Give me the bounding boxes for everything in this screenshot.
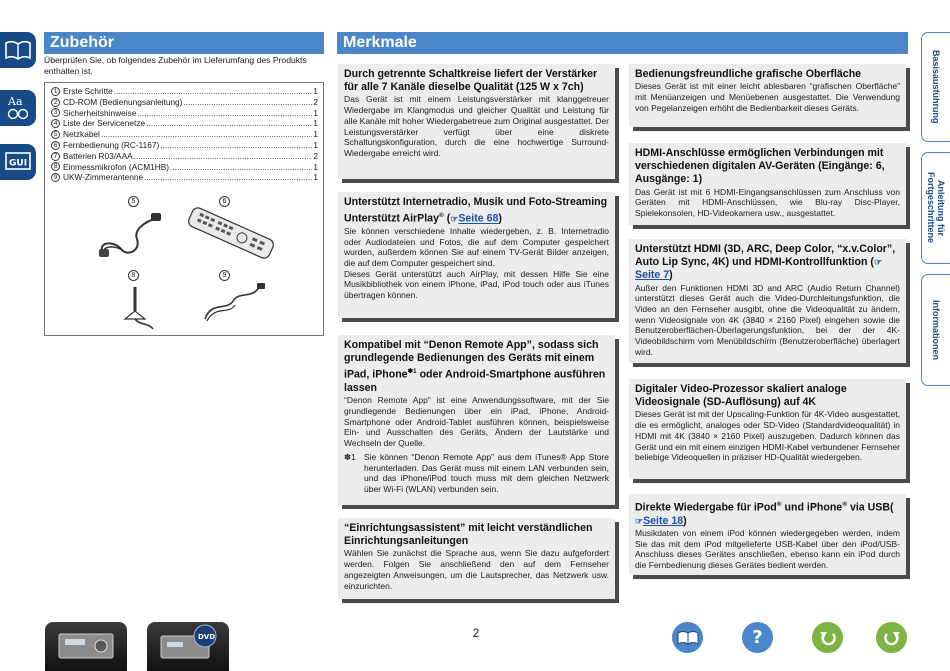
page-link-18[interactable]: Seite 18 [643,514,684,527]
back-icon [818,628,838,648]
feature-body: Das Gerät ist mit 6 HDMI-Eingangsanschlüssen zum Anschluss von Geräten mit HDMI-Anschlüssen, wie Blu-ray Disc-Player, Spielekonsolen, HD-Videokamera usw., ausgestattet. [635,186,900,219]
feature-card-amplifier [338,64,615,179]
tab-advanced-version[interactable] [921,152,950,264]
player-thumbnail[interactable] [147,622,229,671]
forward-icon [882,628,902,648]
item-quantity: 2 [313,96,318,107]
item-quantity: 2 [313,150,318,161]
leader-dots [134,151,313,162]
figure-label: 9 [219,270,230,281]
tab-label: Anleitung für Fortgeschrittene [926,172,946,244]
footnote-text: Sie können “Denon Remote App” aus dem iTunes® App Store herunterladen. Das Gerät muss mit einem LAN verbunden sein, und das iPhone/iPod touch muss mit dem gleichen Netzwerk über Wi-Fi (WLAN) verbunden sein. [364,451,609,494]
accessories-box [44,82,324,336]
svg-text:GUI: GUI [9,158,28,169]
accessories-title: Zubehör [50,34,114,51]
page-number: 2 [472,626,480,640]
feature-card-video-processor [629,379,906,479]
accessory-item [51,162,318,173]
item-number: 6 [51,141,60,150]
item-quantity: 1 [313,129,318,140]
features-header [337,32,908,54]
item-name: Liste der Servicenetze [63,118,146,129]
accessories-intro: Überprüfen Sie, ob folgendes Zubehör im Lieferumfang des Produkts enthalten ist. [44,55,307,76]
item-number: 2 [51,98,60,107]
feature-card-gui [629,64,906,127]
feature-body-2: Dieses Gerät unterstützt auch AirPlay, mit dessen Hilfe Sie eine Musikbibliothek von einem iPhone, iPad, iPod touch oder aus iTunes übertragen können. [344,268,609,301]
leader-dots [137,108,312,119]
feature-body: Wählen Sie zunächst die Sprache aus, wenn Sie dazu aufgefordert werden. Folgen Sie anschließend den auf dem Fernseher angezeigten Anweisungen, um die Lautsprecher, das Netzwerk usw. einzurichten. [344,548,609,591]
item-name: Batterien R03/AAA [63,150,133,161]
tab-label: Basisausführung [931,50,941,124]
leader-dots [170,162,312,173]
figure-label: 5 [128,196,139,207]
feature-body: “Denon Remote App” ist eine Anwendungssoftware, mit der Sie grundlegende Bedienungen über ein iPad, iPhone, Android-Smartphone oder Android-Tablet ausführen können, beispielsweise Ein- und Ausschalten des Geräts, Ändern der Lautstärke und Wechseln der Quelle. [344,395,609,449]
help-icon: ? [752,627,763,648]
tab-information[interactable] [921,274,950,386]
feature-card-ipod-usb [629,494,906,575]
leader-dots [160,140,312,151]
contents-button[interactable] [0,32,36,68]
back-nav-button[interactable] [812,622,843,653]
item-name: Erste Schritte [63,86,113,96]
contents-nav-button[interactable] [672,622,703,653]
accessory-item [51,108,318,119]
footnote [344,452,609,495]
footnote-mark: ✽1 [344,451,356,462]
accessory-item [51,86,318,97]
disc-player-image [147,622,229,671]
receiver-thumbnail[interactable] [45,622,127,671]
leader-dots [114,86,313,97]
tab-label: Informationen [931,300,941,360]
item-number: 7 [51,152,60,161]
item-quantity: 1 [313,107,318,118]
accessory-item [51,118,318,129]
pointing-hand-icon: ☞ [635,515,644,526]
feature-body: Musikdaten von einem iPod können wiedergegeben werden, indem Sie das mit dem iPod mitgelieferte USB-Kabel über den iPod/USB-Anschluss dieses Gerätes anschließen, ebenso kann ein iPod durch die Fernbedienung dieses Gerätes bedient werden. [635,527,900,571]
item-quantity: 1 [313,86,318,96]
item-number: 1 [51,87,60,96]
figure-label: 8 [128,270,139,281]
gui-button[interactable] [0,144,36,180]
svg-text:Aa: Aa [8,95,23,108]
book-icon [4,39,32,61]
item-number: 4 [51,119,60,128]
feature-body: Dieses Gerät ist mit der Upscaling-Funktion für 4K-Video ausgestattet, die es ermöglicht, analoges oder SD-Video (Standardvideoqualität) in HDMI mit 4K (3840 × 2160 Pixel) auszugeben. Dadurch können das Gerät und ein mit einem einzigen HDMI-Kabel verbundener Fernseher beliebige Videoquellen in präziser HD-Qualität wiedergeben. [635,409,900,463]
item-quantity: 1 [313,139,318,150]
item-name: Fernbedienung (RC-1167) [63,139,160,150]
feature-title: Digitaler Video-Prozessor skaliert analoge Videosignale (SD-Auflösung) auf 4K [635,383,847,409]
book-icon [677,630,699,646]
dvd-label: DVD [198,633,216,641]
feature-body: Dieses Gerät ist mit einer leicht ablesbaren “grafischen Oberfläche” mit Menüanzeigen und Menüebenen ausgestattet. Die Verwendung von Pegelanzeigen erhöht die Bedienbarkeit dieses Geräts. [635,81,900,113]
feature-card-streaming [338,192,615,318]
feature-title: Direkte Wiedergabe für iPod® und iPhone® via USB(☞Seite 18) [635,501,894,527]
leader-dots [146,118,312,129]
feature-body: Außer den Funktionen HDMI 3D and ARC (Audio Return Channel) unterstützt dieses Gerät auch die Video-Durchleitungsfunktion, die Video an den Fernseher ausgibt, ohne die Videoqualität zu ändern, wenn Videosignale von 4K (3840 × 2160 Pixel) eingehen sowie die Benutzeroberflächen-Überlagerungsfunktion, bei der der 4K-Videobildschirm vom Menübildschirm (Benutzeroberfläche) überlagert wird. [635,282,900,357]
tab-basic-version[interactable] [921,32,950,142]
feature-body: Sie können verschiedene Inhalte wiedergeben, z. B. Internetradio oder Audiodateien und Fotos, die auf dem Computer gespeichert wurden, außerdem können Sie auf einem TV-Gerät Bilder anzeigen, die auf dem Computer gespeichert sind. [344,225,609,269]
item-quantity: 1 [313,172,318,183]
item-name: UKW-Zimmerantenne [63,172,144,183]
item-number: 5 [51,130,60,139]
aa-icon [4,93,32,123]
feature-title: Unterstützt HDMI (3D, ARC, Deep Color, “x.v.Color”, Auto Lip Sync, 4K) und HDMI-Kontrollfunktion (☞Seite 7) [635,243,896,282]
feature-card-hdmi-functions [629,239,906,363]
gui-icon [4,151,32,173]
leader-dots [183,97,312,108]
accessory-item [51,129,318,140]
item-name: Netzkabel [63,129,100,140]
item-name: Sicherheitshinweise [63,107,137,118]
accessories-header [44,32,324,54]
feature-title: “Einrichtungsassistent” mit leicht verständlichen Einrichtungsanleitungen [344,522,593,548]
power-cord-image [97,211,167,259]
accessory-item [51,151,318,162]
pointing-hand-icon: ☞ [450,213,459,224]
feature-title: Unterstützt Internetradio, Musik und Foto-Streaming Unterstützt AirPlay® (☞Seite 68) [344,196,608,225]
accessories-list [45,83,323,183]
pointing-hand-icon: ☞ [873,257,883,268]
item-quantity: 1 [313,161,318,172]
feature-body: Das Gerät ist mit einem Leistungsverstärker mit klanggetreuer Wiedergabe im Klangmodus und gleicher Qualität und Leistung für alle Kanäle mit hoher Wiedergabetreue zum Original ausgestattet. Der Leistungsverstärker verfügt über eine diskrete Schaltungskonfiguration, durch die eine hochwertige Surround-Wiedergabe erreicht wird. [344,94,609,158]
av-receiver-image [45,622,127,671]
help-nav-button[interactable] [742,622,773,653]
item-name: CD-ROM (Bedienungsanleitung) [63,96,183,107]
feature-title: Bedienungsfreundliche grafische Oberfläche [635,68,862,80]
feature-title: HDMI-Anschlüsse ermöglichen Verbindungen mit verschiedenen digitalen AV-Geräten (Eingänge: 6, Ausgänge: 1) [635,147,885,186]
leader-dots [101,129,312,140]
feature-title: Durch getrennte Schaltkreise liefert der Verstärker für alle 7 Kanäle dieselbe Qualität (125 W x 7ch) [344,68,598,94]
fm-antenna-image [201,281,267,323]
item-quantity: 1 [313,118,318,129]
features-title: Merkmale [343,34,417,51]
page-link-7[interactable]: Seite 7 [635,269,670,282]
feature-card-hdmi-connections [629,143,906,225]
feature-card-remote-app [338,335,615,505]
item-number: 9 [51,173,60,182]
remote-control-image [181,205,281,261]
item-number: 8 [51,162,60,171]
leader-dots [144,172,312,183]
item-name: Einmessmikrofon (ACM1HB) [63,161,170,172]
accessory-item [51,172,318,183]
accessory-item [51,97,318,108]
forward-nav-button[interactable] [876,622,907,653]
item-number: 3 [51,108,60,117]
feature-card-setup-assistant [338,518,615,599]
figure-label: 6 [219,196,230,207]
feature-title: Kompatibel mit “Denon Remote App”, sodass sich grundlegende Bedienungen des Geräts mit einem iPad, iPhone$^{✽1}$ oder Android-Smartphone ausführen lassen [344,339,606,395]
accessory-item [51,140,318,151]
page-link-68[interactable]: Seite 68 [458,212,499,225]
microphone-image [115,283,161,331]
index-button[interactable] [0,90,36,126]
